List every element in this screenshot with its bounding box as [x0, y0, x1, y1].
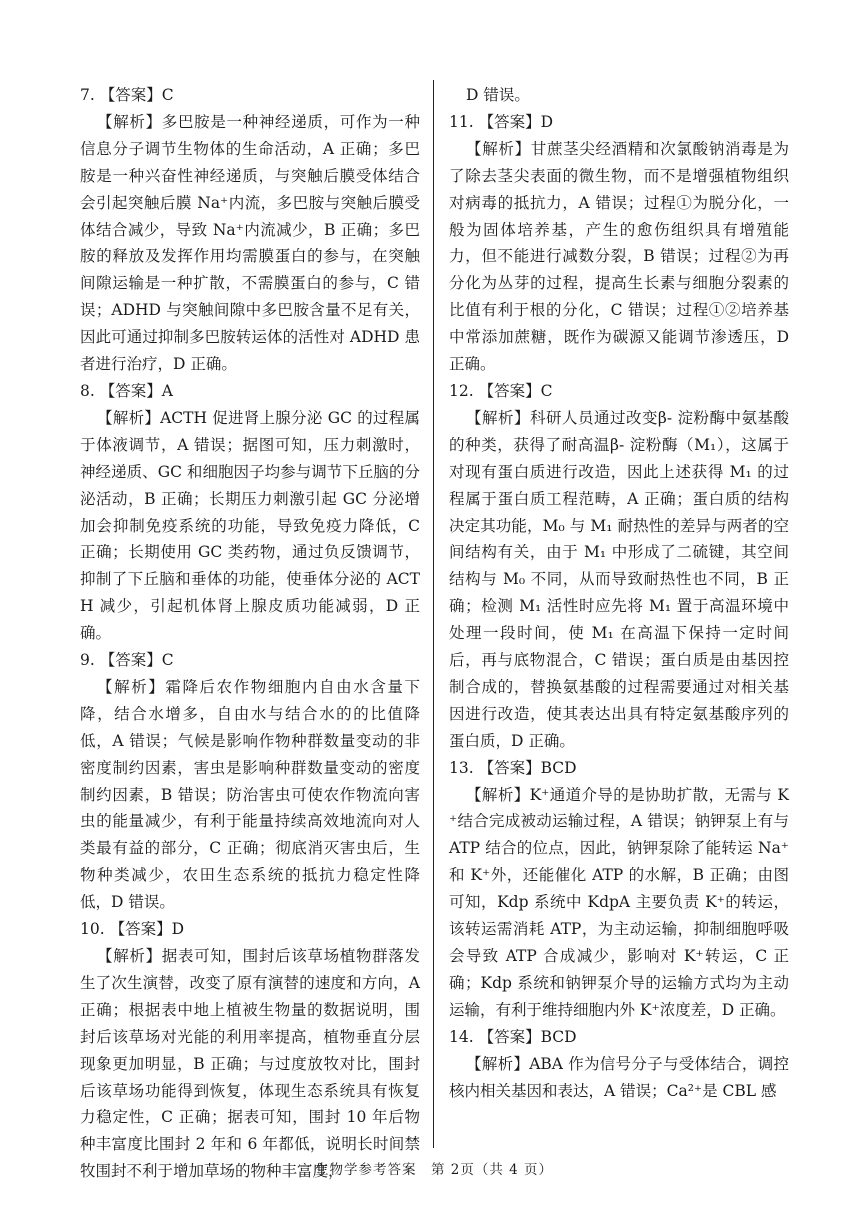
analysis-paragraph: 【解析】据表可知，围封后该草场植物群落发生了次生演替，改变了原有演替的速度和方向，A 正确；根据表中地上植被生物量的数据说明，围封后该草场对光能的利用率提高，植物垂直分层现象更加明显，B 正确；与过度放牧对比，围封后该草场功能得到恢复，体现生态系统具有恢复力稳定性，C 正确；据表可知，围封 10 年后物种丰富度比围封 2 年和 6 年都低，说明长时间禁牧围封不利于增加草场的物种丰富度， — [80, 947, 425, 1181]
analysis-paragraph: 【解析】霜降后农作物细胞内自由水含量下降，结合水增多，自由水与结合水的的比值降低，A 错误；气候是影响作物种群数量变动的非密度制约因素，害虫是影响种群数量变动的密度制约因素，B 错误；防治害虫可使农作物流向害虫的能量减少，有利于能量持续高效地流向对人类最有益的部分，C 正确；彻底消灭害虫后，生物种类减少，农田生态系统的抵抗力稳定性降低，D 错误。 — [80, 677, 420, 912]
analysis-paragraph: 【解析】科研人员通过改变β- 淀粉酶中氨基酸的种类，获得了耐高温β- 淀粉酶（M₁），这属于对现有蛋白质进行改造，因此上述获得 M₁ 的过程属于蛋白质工程范畴，A 正确；蛋白质的结构决定其功能，M₀ 与 M₁ 耐热性的差异与两者的空间结构有关，由于 M₁ 中形成了二硫键，其空间结构与 M₀ 不同，从而导致耐热性也不同，B 正确；检测 M₁ 活性时应先将 M₁ 置于高温环境中处理一段时间，使 M₁ 在高温下保持一定时间后，再与底物混合，C 错误；蛋白质是由基因控制合成的，替换氨基酸的过程需要通过对相关基因进行改造，使其表达出具有特定氨基酸序列的蛋白质，D 正确。 — [449, 408, 789, 750]
answer-heading: 13. 【答案】BCD — [449, 758, 577, 777]
answer-heading: 10. 【答案】D — [80, 920, 185, 939]
column-divider — [433, 80, 434, 1148]
answer-heading: 11. 【答案】D — [449, 112, 554, 131]
answer-heading: 9. 【答案】C — [80, 651, 174, 670]
answer-heading: 7. 【答案】C — [80, 86, 174, 104]
answer-heading: 8. 【答案】A — [80, 381, 173, 400]
analysis-paragraph: 【解析】K⁺通道介导的是协助扩散，无需与 K⁺结合完成被动运输过程，A 错误；钠钾泵上有与 ATP 结合的位点，因此，钠钾泵除了能转运 Na⁺和 K⁺外，还能催化 ATP 的水解，B 正确；由图可知，Kdp 系统中 KdpA 主要负责 K⁺的转运，该转运需消耗 ATP，为主动运输，抑制细胞呼吸会导致 ATP 合成减少，影响对 K⁺转运，C 正确；Kdp 系统和钠钾泵介导的运输方式均为主动运输，有利于维持细胞内外 K⁺浓度差，D 正确。 — [449, 785, 794, 1019]
answer-heading: 14. 【答案】BCD — [449, 1027, 577, 1046]
right-column — [449, 82, 794, 1104]
left-column — [80, 82, 425, 1185]
analysis-paragraph: 【解析】ABA 作为信号分子与受体结合，调控核内相关基因和表达，A 错误；Ca²⁺是 CBL 感 — [449, 1054, 789, 1100]
analysis-paragraph: 【解析】ACTH 促进肾上腺分泌 GC 的过程属于体液调节，A 错误；据图可知，压力刺激时，神经递质、GC 和细胞因子均参与调节下丘脑的分泌活动，B 正确；长期压力刺激引起 GC 分泌增加会抑制免疫系统的功能，导致免疫力降低，C 正确；长期使用 GC 类药物，通过负反馈调节，抑制了下丘脑和垂体的功能，使垂体分泌的 ACTH 减少，引起机体肾上腺皮质功能减弱，D 正确。 — [80, 408, 425, 643]
analysis-paragraph: 【解析】甘蔗茎尖经酒精和次氯酸钠消毒是为了除去茎尖表面的微生物，而不是增强植物组织对病毒的抵抗力，A 错误；过程①为脱分化，一般为固体培养基，产生的愈伤组织具有增殖能力，但不能进行减数分裂，B 错误；过程②为再分化为丛芽的过程，提高生长素与细胞分裂素的比值有利于根的分化，C 错误；过程①②培养基中常添加蔗糖，既作为碳源又能调节渗透压，D 正确。 — [449, 139, 794, 374]
answer-heading: 12. 【答案】C — [449, 381, 553, 400]
page-footer: 生物学参考答案 第 2页（共 4 页） — [314, 1162, 554, 1178]
analysis-paragraph: 【解析】多巴胺是一种神经递质，可作为一种信息分子调节生物体的生命活动，A 正确；多巴胺是一种兴奋性神经递质，与突触后膜受体结合会引起突触后膜 Na⁺内流，多巴胺与突触后膜受体结合减少，导致 Na⁺内流减少，B 正确；多巴胺的释放及发挥作用均需膜蛋白的参与，在突触间隙运输是一种扩散，不需膜蛋白的参与，C 错误；ADHD 与突触间隙中多巴胺含量不足有关，因此可通过抑制多巴胺转运体的活性对 ADHD 患者进行治疗，D 正确。 — [80, 112, 420, 374]
continued-text: D 错误。 — [466, 86, 530, 104]
